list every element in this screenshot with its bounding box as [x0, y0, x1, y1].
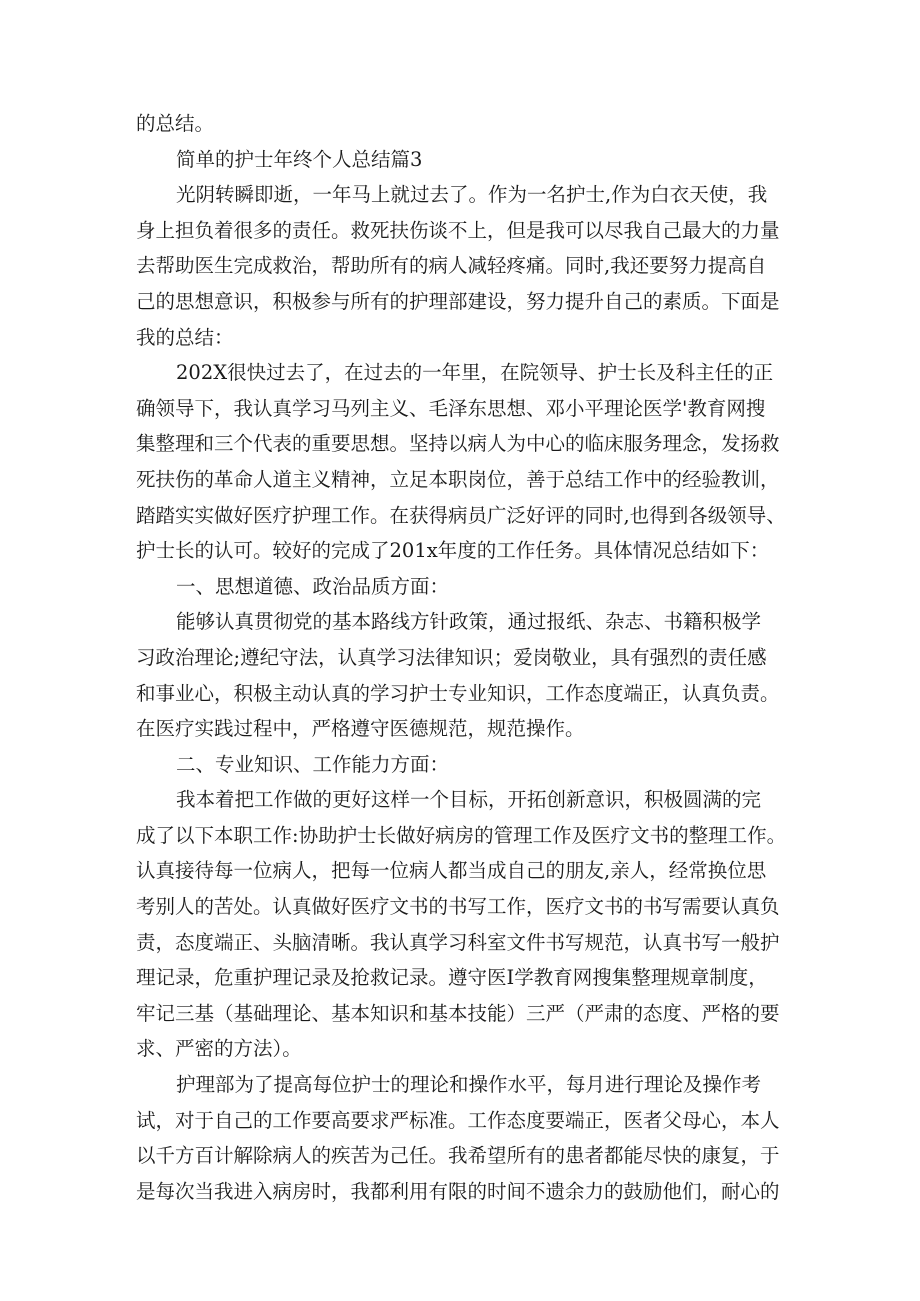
text-line: 护士长的认可。较好的完成了201x年度的工作任务。具体情况总结如下： [136, 539, 770, 563]
text-line: 死扶伤的革命人道主义精神，立足本职岗位，善于总结工作中的经验教训， [136, 467, 780, 491]
text-line: 我本着把工作做的更好这样一个目标，开拓创新意识，积极圆满的完 [176, 788, 762, 812]
text-line: 去帮助医生完成救治，帮助所有的病人减轻疼痛。同时,我还要努力提高自 [136, 254, 767, 278]
text-line: 牢记三基（基础理论、基本知识和基本技能）三严（严肃的态度、严格的要 [136, 1001, 780, 1025]
text-line: 202X很快过去了，在过去的一年里，在院领导、护士长及科主任的正 [176, 361, 774, 385]
text-line: 简单的护士年终个人总结篇3 [176, 147, 423, 171]
text-line: 认真接待每一位病人，把每一位病人都当成自己的朋友,亲人，经常换位思 [136, 859, 767, 883]
text-line: 考别人的苦处。认真做好医疗文书的书写工作，医疗文书的书写需要认真负 [136, 895, 780, 919]
text-line: 责，态度端正、头脑清晰。我认真学习科室文件书写规范，认真书写一般护 [136, 930, 780, 954]
text-line: 集整理和三个代表的重要思想。坚持以病人为中心的临床服务理念，发扬救 [136, 432, 780, 456]
text-line: 护理部为了提高每位护士的理论和操作水平，每月进行理论及操作考 [176, 1073, 762, 1097]
text-line: 二、专业知识、工作能力方面： [176, 752, 450, 776]
text-line: 理记录，危重护理记录及抢救记录。遵守医I学教育网搜集整理规章制度， [136, 966, 768, 990]
text-line: 是每次当我进入病房时，我都利用有限的时间不遗余力的鼓励他们，耐心的 [136, 1179, 780, 1203]
text-line: 我的总结： [136, 325, 234, 349]
text-line: 在医疗实践过程中，严格遵守医德规范，规范操作。 [136, 717, 585, 741]
text-line: 光阴转瞬即逝，一年马上就过去了。作为一名护士,作为白衣天使，我 [176, 183, 768, 207]
text-line: 的总结。 [136, 112, 215, 135]
text-line: 确领导下，我认真学习马列主义、毛泽东思想、邓小平理论医学'教育网搜 [136, 396, 766, 420]
text-line: 身上担负着很多的责任。救死扶伤谈不上，但是我可以尽我自己最大的力量 [136, 218, 780, 242]
text-line: 和事业心，积极主动认真的学习护士专业知识，工作态度端正，认真负责。 [136, 681, 780, 705]
document-body [136, 106, 796, 1209]
text-line: 求、严密的方法）。 [136, 1037, 302, 1061]
text-line: 己的思想意识，积极参与所有的护理部建设，努力提升自己的素质。下面是 [136, 289, 780, 313]
text-line: 成了以下本职工作:协助护士长做好病房的管理工作及医疗文书的整理工作。 [136, 823, 787, 847]
text-line: 一、思想道德、政治品质方面： [176, 574, 450, 598]
text-line: 踏踏实实做好医疗护理工作。在获得病员广泛好评的同时,也得到各级领导、 [136, 503, 786, 527]
text-line: 能够认真贯彻党的基本路线方针政策，通过报纸、杂志、书籍积极学 [176, 610, 762, 634]
text-line: 试，对于自己的工作要高要求严标准。工作态度要端正，医者父母心，本人 [136, 1108, 780, 1132]
text-line: 以千方百计解除病人的疾苦为己任。我希望所有的患者都能尽快的康复，于 [136, 1144, 780, 1168]
text-line: 习政治理论;遵纪守法，认真学习法律知识；爱岗敬业，具有强烈的责任感 [136, 645, 767, 669]
